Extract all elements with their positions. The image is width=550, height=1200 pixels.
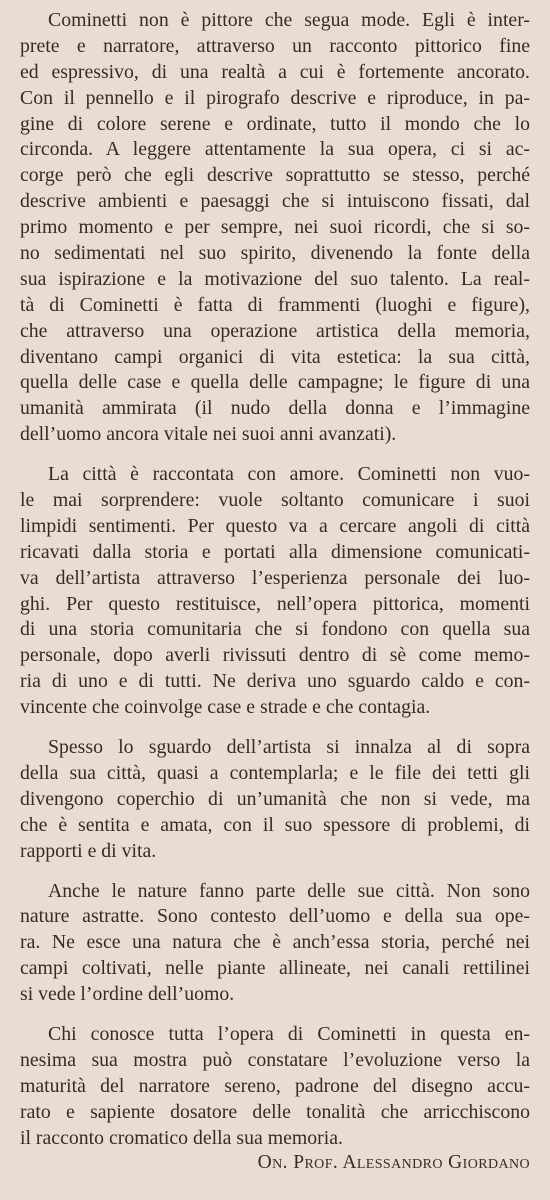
- paragraph-4: [20, 879, 530, 1008]
- paragraph-line: ria di uno e di tutti. Ne deriva uno sguardo caldo e con-: [20, 670, 530, 693]
- paragraph-3: [20, 735, 530, 864]
- paragraph-line: divengono coperchio di un’umanità che non si vede, ma: [20, 787, 530, 810]
- paragraph-line: descrive ambienti e paesaggi che si intuiscono fissati, dal: [20, 190, 530, 213]
- paragraph-line: gine di colore serene e ordinate, tutto il mondo che lo: [20, 112, 530, 135]
- paragraph-line: di una storia comunitaria che si fondono con quella sua: [20, 618, 530, 641]
- paragraph-line: campi coltivati, nelle piante allineate, nei canali rettilinei: [20, 957, 530, 980]
- paragraph-line: nesima sua mostra può constatare l’evoluzione verso la: [20, 1048, 530, 1071]
- paragraph-line: corge però che egli descrive soprattutto se stesso, perché: [20, 164, 530, 187]
- paragraph-line: ricavati dalla storia e portati alla dimensione comunicati-: [20, 540, 530, 563]
- paragraph-line: nature astratte. Sono contesto dell’uomo e della sua ope-: [20, 905, 530, 928]
- paragraph-line: si vede l’ordine dell’uomo.: [20, 983, 235, 1006]
- paragraph-line: va dell’artista attraverso l’esperienza personale dei luo-: [20, 566, 530, 589]
- paragraph-line: vincente che coinvolge case e strade e che contagia.: [20, 696, 431, 719]
- paragraph-line: Spesso lo sguardo dell’artista si innalza al di sopra: [48, 736, 530, 759]
- paragraph-1: [20, 8, 530, 448]
- paragraph-line: maturità del narratore sereno, padrone del disegno accu-: [20, 1074, 530, 1097]
- paragraph-line: umanità ammirata (il nudo della donna e l’immagine: [20, 397, 530, 420]
- body-text: [20, 8, 530, 1151]
- paragraph-5: [20, 1022, 530, 1151]
- paragraph-line: della sua città, quasi a contemplarla; e le file dei tetti gli: [20, 761, 530, 784]
- paragraph-line: limpidi sentimenti. Per questo va a cercare angoli di città: [20, 514, 530, 537]
- paragraph-line: personale, dopo averli rivissuti dentro di sè come memo-: [20, 644, 530, 667]
- paragraph-line: primo momento e per sempre, nei suoi ricordi, che si so-: [20, 216, 530, 239]
- author-signature: On. Prof. Alessandro Giordano: [257, 1152, 530, 1173]
- paragraph-line: Cominetti non è pittore che segua mode. Egli è inter-: [48, 9, 530, 31]
- paragraph-line: Chi conosce tutta l’opera di Cominetti in questa en-: [48, 1022, 530, 1045]
- paragraph-line: che attraverso una operazione artistica della memoria,: [20, 319, 530, 342]
- paragraph-line: rato e sapiente dosatore delle tonalità che arricchiscono: [20, 1100, 530, 1123]
- paragraph-line: no sedimentati nel suo spirito, divenendo la fonte della: [20, 242, 530, 265]
- paragraph-line: prete e narratore, attraverso un racconto pittorico fine: [20, 34, 530, 57]
- paragraph-line: rapporti e di vita.: [20, 839, 157, 862]
- paragraph-line: sua ispirazione e la motivazione del suo talento. La real-: [20, 267, 530, 290]
- paragraph-line: ed espressivo, di una realtà a cui è fortemente ancorato.: [20, 60, 530, 83]
- paragraph-line: che è sentita e amata, con il suo spessore di problemi, di: [20, 813, 530, 836]
- paragraph-line: Con il pennello e il pirografo descrive e riproduce, in pa-: [20, 86, 530, 109]
- paragraph-2: [20, 462, 530, 721]
- paragraph-line: dell’uomo ancora vitale nei suoi anni avanzati).: [20, 423, 397, 446]
- paragraph-line: circonda. A leggere attentamente la sua opera, ci si ac-: [20, 138, 530, 161]
- paragraph-line: ghi. Per questo restituisce, nell’opera pittorica, momenti: [20, 592, 530, 615]
- paragraph-line: ra. Ne esce una natura che è anch’essa storia, perché nei: [20, 931, 530, 954]
- paragraph-line: Anche le nature fanno parte delle sue città. Non sono: [48, 879, 530, 902]
- paragraph-line: tà di Cominetti è fatta di frammenti (luoghi e figure),: [20, 293, 530, 316]
- paragraph-line: il racconto cromatico della sua memoria.: [20, 1126, 343, 1149]
- paragraph-line: le mai sorprendere: vuole soltanto comunicare i suoi: [20, 489, 530, 512]
- paragraph-line: diventano campi organici di vita estetica: la sua città,: [20, 345, 530, 368]
- paragraph-line: La città è raccontata con amore. Cominetti non vuo-: [48, 463, 530, 486]
- paragraph-line: quella delle case e quella delle campagne; le figure di una: [20, 371, 530, 394]
